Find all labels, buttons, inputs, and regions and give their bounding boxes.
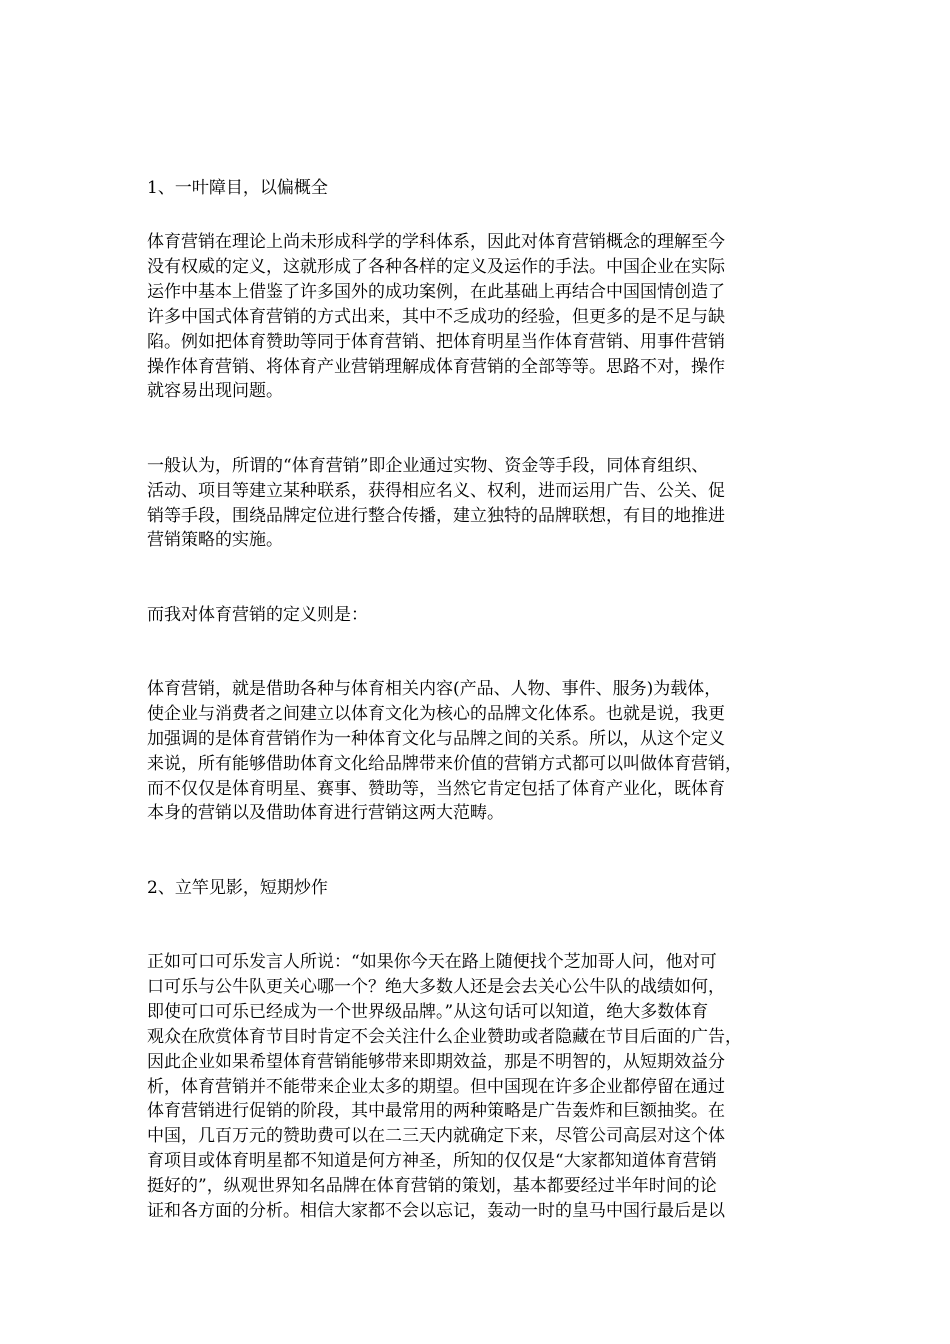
paragraph-line: 没有权威的定义，这就形成了各种各样的定义及运作的手法。中国企业在实际 — [147, 257, 725, 277]
paragraph-line: 操作体育营销、将体育产业营销理解成体育营销的全部等等。思路不对，操作 — [147, 357, 725, 377]
paragraph-line: 陷。例如把体育赞助等同于体育营销、把体育明星当作体育营销、用事件营销 — [147, 332, 725, 352]
paragraph-line: 营销策略的实施。 — [147, 530, 283, 550]
paragraph-line: 挺好的”，纵观世界知名品牌在体育营销的策划，基本都要经过半年时间的论 — [147, 1176, 717, 1196]
paragraph-line: 中国，几百万元的赞助费可以在二三天内就确定下来，尽管公司高层对这个体 — [147, 1126, 725, 1146]
section-heading-2: 2、立竿见影，短期炒作 — [147, 878, 328, 898]
paragraph-line: 而不仅仅是体育明星、赛事、赞助等，当然它肯定包括了体育产业化，既体育 — [147, 779, 725, 799]
section-heading-1: 1、一叶障目，以偏概全 — [147, 178, 328, 198]
paragraph-line: 证和各方面的分析。相信大家都不会以忘记，轰动一时的皇马中国行最后是以 — [147, 1201, 725, 1221]
paragraph-line: 一般认为，所谓的“体育营销”即企业通过实物、资金等手段，同体育组织、 — [147, 456, 709, 476]
paragraph-line: 观众在欣赏体育节目时肯定不会关注什么企业赞助或者隐藏在节目后面的广告， — [147, 1027, 742, 1047]
paragraph-line: 就容易出现问题。 — [147, 381, 283, 401]
paragraph-line: 使企业与消费者之间建立以体育文化为核心的品牌文化体系。也就是说，我更 — [147, 704, 725, 724]
paragraph-line: 体育营销，就是借助各种与体育相关内容(产品、人物、事件、服务)为载体， — [147, 679, 722, 699]
paragraph-line: 正如可口可乐发言人所说：“如果你今天在路上随便找个芝加哥人问，他对可 — [147, 952, 717, 972]
paragraph-line: 口可乐与公牛队更关心哪一个？绝大多数人还是会去关心公牛队的战绩如何， — [147, 977, 725, 997]
paragraph-line: 即使可口可乐已经成为一个世界级品牌。”从这句话可以知道，绝大多数体育 — [147, 1002, 709, 1022]
paragraph-line: 加强调的是体育营销作为一种体育文化与品牌之间的关系。所以，从这个定义 — [147, 729, 725, 749]
paragraph-line: 活动、项目等建立某种联系，获得相应名义、权利，进而运用广告、公关、促 — [147, 481, 725, 501]
paragraph-line: 许多中国式体育营销的方式出来，其中不乏成功的经验，但更多的是不足与缺 — [147, 307, 725, 327]
paragraph-line: 因此企业如果希望体育营销能够带来即期效益，那是不明智的，从短期效益分 — [147, 1052, 725, 1072]
paragraph-line: 运作中基本上借鉴了许多国外的成功案例，在此基础上再结合中国国情创造了 — [147, 282, 725, 302]
paragraph-line: 本身的营销以及借助体育进行营销这两大范畴。 — [147, 803, 504, 823]
paragraph-line: 育项目或体育明星都不知道是何方神圣，所知的仅仅是“大家都知道体育营销 — [147, 1151, 717, 1171]
paragraph-line: 销等手段，围绕品牌定位进行整合传播，建立独特的品牌联想，有目的地推进 — [147, 506, 725, 526]
paragraph-line: 体育营销在理论上尚未形成科学的学科体系，因此对体育营销概念的理解至今 — [147, 232, 725, 252]
paragraph-line: 来说，所有能够借助体育文化给品牌带来价值的营销方式都可以叫做体育营销， — [147, 754, 742, 774]
paragraph-line: 析，体育营销并不能带来企业太多的期望。但中国现在许多企业都停留在通过 — [147, 1077, 725, 1097]
paragraph-line: 而我对体育营销的定义则是： — [147, 605, 368, 625]
paragraph-line: 体育营销进行促销的阶段，其中最常用的两种策略是广告轰炸和巨额抽奖。在 — [147, 1101, 725, 1121]
